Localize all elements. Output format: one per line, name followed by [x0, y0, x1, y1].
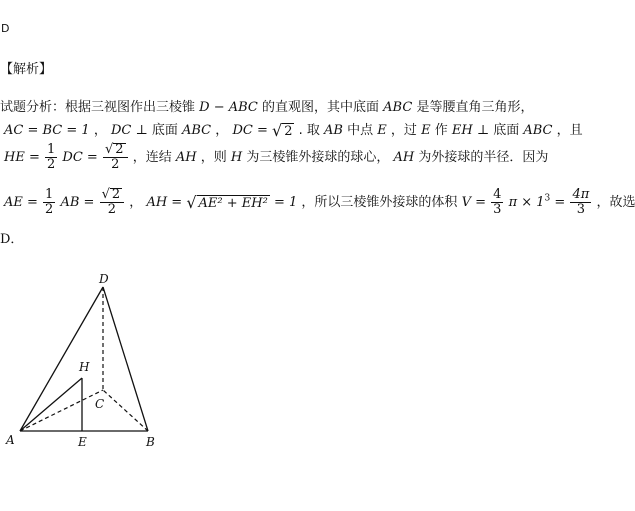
math: HE = — [4, 150, 40, 165]
text: ，则 — [200, 150, 227, 165]
solution-line-5: D． — [0, 232, 24, 247]
math: AH = — [146, 195, 183, 210]
text: ，且 — [556, 123, 583, 138]
math: DC = — [232, 123, 268, 138]
numerator: √ 2 — [103, 143, 128, 158]
math: ABC — [523, 123, 553, 138]
math: AE² + EH² — [198, 195, 268, 211]
math: D − ABC — [199, 100, 258, 115]
exponent: 3 — [544, 193, 551, 204]
math: V = — [461, 195, 486, 210]
text: ， — [129, 195, 143, 210]
denominator: 3 — [576, 202, 586, 217]
text: ，故选 — [596, 195, 635, 210]
text: ，所以三棱锥外接球的体积 — [301, 195, 458, 210]
math: H — [230, 150, 243, 165]
text: ， — [215, 123, 229, 138]
edge-DA — [20, 287, 103, 431]
label-C: C — [95, 397, 105, 411]
label-D: D — [99, 272, 109, 286]
numerator: 4 — [493, 187, 502, 202]
denominator: 2 — [45, 202, 54, 217]
denominator: 3 — [493, 202, 502, 217]
math: ABC — [182, 123, 212, 138]
label-A: A — [6, 433, 15, 447]
text: . 取 — [298, 123, 320, 138]
text: 是等腰直角三角形， — [416, 100, 534, 115]
math: AC = BC = 1 — [4, 123, 90, 138]
math: AH — [393, 150, 415, 165]
math: E — [421, 123, 431, 138]
math: AB — [324, 123, 343, 138]
text: ， — [93, 123, 107, 138]
denominator: 2 — [47, 157, 56, 172]
analysis-heading: 【解析】 — [0, 62, 53, 77]
text: 作 — [434, 123, 448, 138]
text: 为外接球的半径．因为 — [418, 150, 549, 165]
text: 的直观图，其中底面 — [262, 100, 380, 115]
math: EH ⊥ — [451, 123, 490, 138]
label-H: H — [79, 360, 90, 374]
math: π × 1 — [508, 195, 545, 210]
math: DC = — [62, 150, 98, 165]
text: 底面 — [493, 123, 520, 138]
math: 2 — [284, 123, 293, 139]
math: AB = — [60, 195, 95, 210]
denominator: 2 — [111, 157, 120, 172]
text: 中点 — [347, 123, 374, 138]
math: AE = — [4, 195, 38, 210]
numerator: 1 — [45, 187, 54, 202]
edge-DB — [103, 287, 148, 431]
answer-letter: D — [1, 22, 10, 35]
numerator: √ 2 — [100, 188, 125, 203]
label-B: B — [146, 435, 155, 449]
math: = 1 — [273, 195, 298, 210]
text: 试题分析：根据三视图作出三棱锥 — [0, 100, 196, 115]
numerator: 4π — [572, 187, 590, 202]
sqrt-expression: √ AE² + EH² — [186, 192, 268, 212]
math: = — [554, 195, 566, 210]
sqrt-expression: √ 2 — [271, 120, 293, 140]
label-E: E — [78, 435, 87, 449]
text: 底面 — [151, 123, 178, 138]
text: 为三棱锥外接球的球心， — [246, 150, 390, 165]
text: ，过 — [390, 123, 417, 138]
denominator: 2 — [107, 202, 116, 217]
math: ABC — [383, 100, 413, 115]
text: ，连结 — [132, 150, 172, 165]
math: DC ⊥ — [110, 123, 148, 138]
math: E — [377, 123, 387, 138]
math: AH — [175, 150, 197, 165]
numerator: 1 — [47, 142, 56, 157]
